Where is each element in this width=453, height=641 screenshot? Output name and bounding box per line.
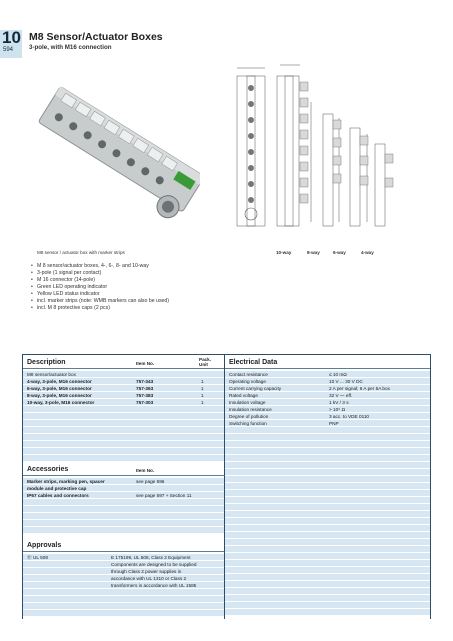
description-table bbox=[23, 355, 224, 465]
electrical-title: Electrical Data bbox=[229, 359, 278, 366]
electrical-data-table bbox=[225, 355, 430, 620]
table-row bbox=[23, 392, 224, 399]
product-photo bbox=[30, 70, 200, 230]
row-approval: UL 508 bbox=[33, 555, 48, 560]
table-row bbox=[23, 371, 224, 378]
table-row bbox=[225, 392, 430, 399]
row-approval-text: E 175199, UL 508, Class 2 Equipment bbox=[111, 555, 191, 560]
row-label: Current carrying capacity bbox=[229, 386, 282, 391]
row-value: 1 kV / 3 s bbox=[329, 400, 349, 405]
row-desc: 8-way, 3-pole, M16 connector bbox=[27, 393, 92, 398]
approvals-title: Approvals bbox=[27, 542, 62, 549]
table-row-empty bbox=[225, 490, 430, 497]
row-label: Degree of pollution bbox=[229, 414, 269, 419]
row-label: Insulation voltage bbox=[229, 400, 266, 405]
drawing-label-8-way: 8-way bbox=[307, 250, 320, 255]
row-item: 757-343 bbox=[136, 379, 154, 384]
table-row bbox=[23, 554, 224, 561]
table-row-empty bbox=[23, 603, 224, 610]
page-subtitle: 3-pole, with M16 connection bbox=[29, 44, 112, 51]
row-item: see page 597 + Section 11 bbox=[136, 493, 192, 498]
row-label: Operating voltage bbox=[229, 379, 267, 384]
feature-item: • incl. M 8 protective caps (2 pcs) bbox=[30, 305, 169, 312]
feature-list bbox=[30, 263, 169, 312]
row-item: 757-363 bbox=[136, 386, 154, 391]
table-row-empty bbox=[23, 589, 224, 596]
table-row bbox=[225, 399, 430, 406]
row-pack: 1 bbox=[201, 386, 204, 391]
table-row-empty bbox=[23, 434, 224, 441]
feature-item: • M 16 connector (14-pole) bbox=[30, 277, 169, 284]
table-row-empty bbox=[225, 469, 430, 476]
table-row-empty bbox=[23, 420, 224, 427]
table-row bbox=[225, 413, 430, 420]
row-item: 757-303 bbox=[136, 400, 154, 405]
row-approval-text: through Class 2 power supplies in bbox=[111, 569, 182, 574]
page-title: M8 Sensor/Actuator Boxes bbox=[29, 31, 163, 43]
table-row bbox=[23, 575, 224, 582]
chapter-number: 10 bbox=[2, 28, 21, 47]
row-pack: 1 bbox=[201, 400, 204, 405]
table-row-empty bbox=[23, 610, 224, 617]
table-row-empty bbox=[225, 518, 430, 525]
table-row-empty bbox=[225, 504, 430, 511]
table-row-empty bbox=[23, 506, 224, 513]
row-desc: 4-way, 3-pole, M16 connector bbox=[27, 379, 92, 384]
table-row-empty bbox=[225, 462, 430, 469]
table-row-empty bbox=[225, 560, 430, 567]
table-row-empty bbox=[225, 595, 430, 602]
row-value: ≤ 10 mΩ bbox=[329, 372, 347, 377]
table-row-empty bbox=[23, 406, 224, 413]
accessories-header bbox=[23, 462, 224, 476]
row-value: PNP bbox=[329, 421, 339, 426]
table-row-empty bbox=[225, 525, 430, 532]
table-row-empty bbox=[23, 520, 224, 527]
table-row bbox=[23, 485, 224, 492]
accessories-table bbox=[23, 462, 224, 538]
table-row-empty bbox=[225, 553, 430, 560]
row-pack: 1 bbox=[201, 393, 204, 398]
table-row bbox=[23, 582, 224, 589]
description-header bbox=[23, 355, 224, 369]
row-approval-text: transformers in accordance with UL 1585 bbox=[111, 583, 197, 588]
table-row-empty bbox=[23, 448, 224, 455]
accessories-title: Accessories bbox=[27, 466, 69, 473]
table-row bbox=[23, 568, 224, 575]
table-row bbox=[23, 378, 224, 385]
table-row bbox=[23, 492, 224, 499]
table-row bbox=[23, 399, 224, 406]
drawing-label-6-way: 6-way bbox=[333, 250, 346, 255]
table-row-empty bbox=[225, 483, 430, 490]
electrical-header bbox=[225, 355, 430, 369]
table-row-empty bbox=[23, 427, 224, 434]
ul-listed-icon: Ⓡ bbox=[27, 555, 32, 560]
row-value: 2 A per signal; 6 A per 5A box bbox=[329, 386, 390, 391]
table-row bbox=[225, 385, 430, 392]
row-label: Switching function bbox=[229, 421, 267, 426]
description-title: Description bbox=[27, 359, 66, 366]
table-row-empty bbox=[23, 513, 224, 520]
row-item: 757-383 bbox=[136, 393, 154, 398]
table-row-empty bbox=[225, 434, 430, 441]
table-row-empty bbox=[225, 567, 430, 574]
row-item: see page 596 bbox=[136, 479, 165, 484]
table-row-empty bbox=[23, 441, 224, 448]
table-row-empty bbox=[225, 448, 430, 455]
row-desc: 10-way, 3-pole, M16 connector bbox=[27, 400, 95, 405]
feature-item: • incl. marker strips (note: WMB markers can also be used) bbox=[30, 298, 169, 305]
feature-item: • Green LED operating indicator bbox=[30, 284, 169, 291]
table-row-empty bbox=[225, 602, 430, 609]
table-row-empty bbox=[225, 441, 430, 448]
table-row-empty bbox=[225, 609, 430, 616]
row-desc: Marker strips, marking pen, spacer bbox=[27, 479, 105, 484]
table-row bbox=[225, 406, 430, 413]
table-row-empty bbox=[225, 511, 430, 518]
table-row bbox=[225, 371, 430, 378]
table-row-empty bbox=[225, 476, 430, 483]
table-row-empty bbox=[225, 532, 430, 539]
feature-item: • 3-pole (1 signal per contact) bbox=[30, 270, 169, 277]
drawing-label-4-way: 4-way bbox=[361, 250, 374, 255]
approvals-header bbox=[23, 538, 224, 552]
table-row bbox=[23, 561, 224, 568]
row-value: 32 V ⁓ eff. bbox=[329, 393, 353, 398]
accessories-col-item: Item No. bbox=[136, 468, 155, 473]
photo-caption: M8 sensor / actuator box with marker strips bbox=[37, 250, 125, 255]
drawing-label-10-way: 10-way bbox=[276, 250, 292, 255]
approvals-table bbox=[23, 538, 224, 620]
row-label: Insulation resistance bbox=[229, 407, 272, 412]
page-number: 594 bbox=[3, 47, 14, 53]
table-row-empty bbox=[23, 455, 224, 462]
table-row-empty bbox=[225, 574, 430, 581]
row-desc: module and protective cap bbox=[27, 486, 87, 491]
feature-item: • Yellow LED status indicator bbox=[30, 291, 169, 298]
row-label: Contact resistance bbox=[229, 372, 268, 377]
row-value: 10 V ... 30 V DC bbox=[329, 379, 363, 384]
row-desc: M8 sensor/actuator box bbox=[27, 372, 76, 377]
row-value: 3 acc. to VDE 0110 bbox=[329, 414, 370, 419]
table-row bbox=[23, 478, 224, 485]
table-row bbox=[225, 420, 430, 427]
dimension-drawings bbox=[225, 62, 400, 242]
table-row-empty bbox=[23, 596, 224, 603]
table-row-empty bbox=[23, 413, 224, 420]
table-row-empty bbox=[225, 497, 430, 504]
frame-right bbox=[430, 354, 431, 619]
description-col-pack: Pack. Unit bbox=[199, 357, 212, 367]
table-row-empty bbox=[225, 455, 430, 462]
table-row-empty bbox=[225, 546, 430, 553]
table-row-empty bbox=[225, 539, 430, 546]
row-desc: IP67 cables and connectors bbox=[27, 493, 89, 498]
row-approval-text: accordance with UL 1310 or Class 2 bbox=[111, 576, 187, 581]
table-row bbox=[225, 378, 430, 385]
description-col-item: Item No. bbox=[136, 361, 155, 366]
row-label: Rated voltage bbox=[229, 393, 258, 398]
row-desc: 6-way, 3-pole, M16 connector bbox=[27, 386, 92, 391]
row-approval-text: Components are designed to be supplied bbox=[111, 562, 197, 567]
table-row-empty bbox=[23, 527, 224, 534]
row-value: > 10⁹ Ω bbox=[329, 407, 346, 412]
row-pack: 1 bbox=[201, 379, 204, 384]
table-row-empty bbox=[225, 581, 430, 588]
table-row-empty bbox=[225, 588, 430, 595]
table-row bbox=[23, 385, 224, 392]
table-row-empty bbox=[225, 427, 430, 434]
feature-item: • M 8 sensor/actuator boxes, 4-, 6-, 8- and 10-way bbox=[30, 263, 169, 270]
table-row-empty bbox=[23, 499, 224, 506]
